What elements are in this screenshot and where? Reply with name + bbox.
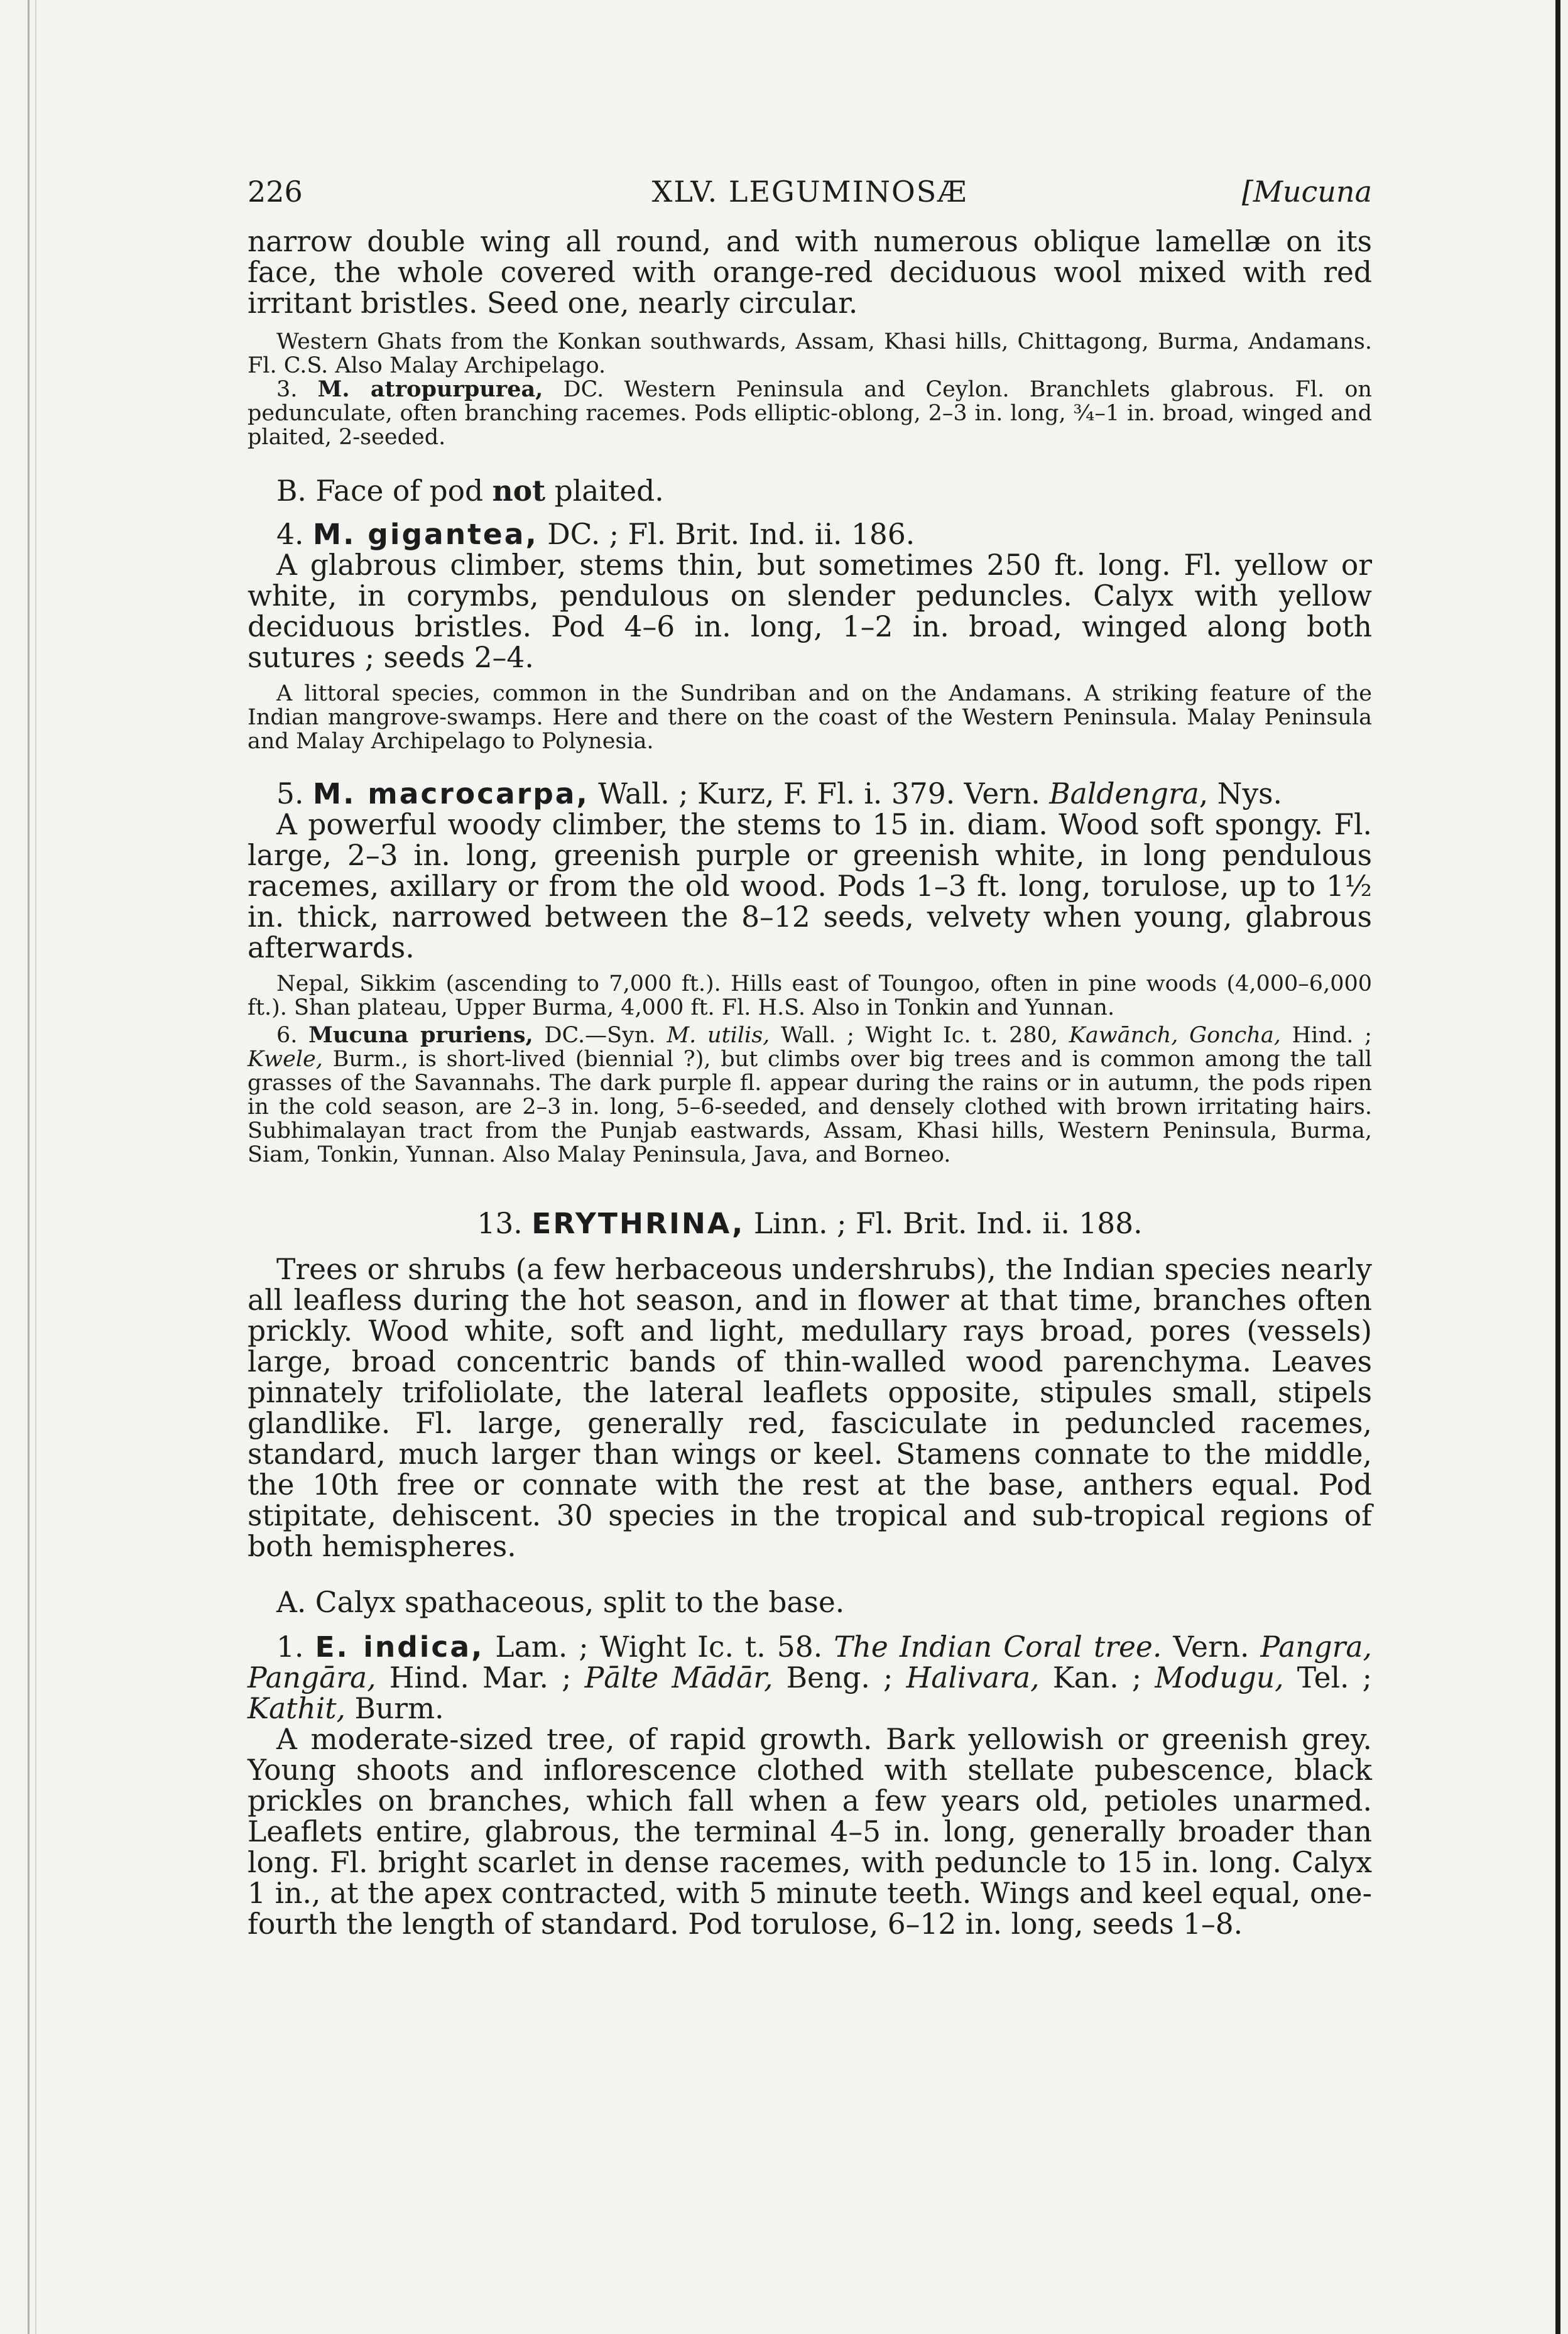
species-5-note: Nepal, Sikkim (ascending to 7,000 ft.). Hills east of Toungoo, often in pine woods (4,000–6,000 ft.). Shan plateau, Upper Burma, 4,000 ft. Fl. H.S. Also in Tonkin and Yunnan. [248,971,1372,1020]
species-5-description: A powerful woody climber, the stems to 15 in. diam. Wood soft spongy. Fl. large, 2–3 in. long, greenish purple or greenish white, in long pendulous racemes, axillary or from the old wood. Pods 1–3 ft. long, torulose, up to 1½ in. thick, narrowed between the 8–12 seeds, velvety when young, glabrous afterwards. [248,808,1372,964]
scan-edge-left [28,0,30,2334]
species-e1-ref: Lam. ; Wight Ic. t. 58. [495,1630,823,1664]
species-e1-mar-label: Mar. ; [482,1661,572,1694]
species-3-number: 3. [276,377,298,402]
species-e1-number: 1. [276,1630,304,1664]
species-e1-vern-hindi: Pangra, Pangāra, [248,1630,1372,1694]
species-4-note: A littoral species, common in the Sundriban and on the Andamans. A striking feature of the Indian mangrove-swamps. Here and there on the coast of the Western Peninsula. Malay Peninsula and Malay Archipelago to Polynesia. [248,681,1372,754]
species-e1-vern-kannada: Halivara, [906,1661,1040,1694]
species-3-entry [248,378,1372,449]
species-4-heading [248,519,1372,550]
species-5-vernacular: Baldengra [1049,777,1199,810]
species-e1-burm-label: Burm. [354,1692,444,1725]
species-5-ref: Wall. ; Kurz, F. Fl. i. 379. Vern. [598,777,1040,810]
section-b-bold: not [492,474,546,508]
species-e1-beng-label: Beng. ; [786,1661,893,1694]
page-title: XLV. LEGUMINOSÆ [651,175,968,209]
species-6-syn-name: M. utilis, [667,1023,770,1048]
species-5-ref-tail: , Nys. [1199,777,1282,810]
species-e1-description: A moderate-sized tree, of rapid growth. Bark yellowish or greenish grey. Young shoots and inflorescence clothed with stellate pubescence, black prickles on branches, which fall when a few years old, petioles unarmed. Leaflets entire, glabrous, the terminal 4–5 in. long, generally broader than long. Fl. bright scarlet in dense racemes, with peduncle to 15 in. long. Calyx 1 in., at the apex contracted, with 5 minute teeth. Wings and keel equal, one-fourth the length of standard. Pod torulose, 6–12 in. long, seeds 1–8. [248,1723,1372,1941]
genus-13-heading [248,1207,1372,1240]
genus-13-description: Trees or shrubs (a few herbaceous undershrubs), the Indian species nearly all leafless during the hot season, and in flower at that time, branches often prickly. Wood white, soft and light, medullary rays broad, pores (vessels) large, broad concentric bands of thin-walled wood parenchyma. Leaves pinnately trifoliolate, the lateral leaflets opposite, stipules small, stipels glandlike. Fl. large, generally red, fasciculate in peduncled racemes, standard, much larger than wings or keel. Stamens connate to the middle, the 10th free or connate with the rest at the base, anthers equal. Pod stipitate, dehiscent. 30 species in the tropical and sub-tropical regions of both hemispheres. [248,1253,1372,1563]
species-e1-common-name: The Indian Coral tree. [834,1630,1162,1664]
species-4-ref: DC. ; Fl. Brit. Ind. ii. 186. [547,518,915,551]
page-number: 226 [248,175,303,209]
species-e1-tel-label: Tel. ; [1297,1661,1373,1694]
genus-13-ref: Linn. ; Fl. Brit. Ind. ii. 188. [753,1207,1143,1240]
book-page [248,175,1372,1939]
species-4-number: 4. [276,518,304,551]
species-4-name: M. gigantea, [312,518,538,551]
species-6-vernacular-hindi: Kawānch, Goncha, [1069,1023,1281,1048]
species-e1-kan-label: Kan. ; [1052,1661,1142,1694]
species-e1-hind-label: Hind. [389,1661,469,1694]
species-5-number: 5. [276,777,304,810]
species-6-name: Mucuna pruriens, [308,1022,533,1048]
species-6-hind-label: Hind. ; [1292,1023,1372,1048]
species-6-entry [248,1023,1372,1167]
species-3-name: M. atropurpurea, [317,376,543,402]
species-6-syn: DC.—Syn. [544,1023,656,1048]
species-6-vernacular-burmese: Kwele, [248,1047,323,1072]
section-b-heading [248,476,1372,506]
scan-edge-left-inner [35,0,36,2334]
species-e1-name: E. indica, [315,1630,484,1664]
running-head-genus: [Mucuna [1241,175,1372,209]
species-5-heading [248,778,1372,809]
genus-13-number: 13. [477,1207,523,1240]
section-b-tail: plaited. [554,474,664,508]
species-6-number: 6. [276,1023,298,1048]
species-6-syn-ref: Wall. ; Wight Ic. t. 280, [781,1023,1059,1048]
species-e1-vern-burmese: Kathit, [248,1692,346,1725]
species-5-name: M. macrocarpa, [312,777,589,810]
species-e1-vern-telugu: Modugu, [1155,1661,1284,1694]
species-e1-heading [248,1632,1372,1724]
distribution-note: Western Ghats from the Konkan southwards, Assam, Khasi hills, Chittagong, Burma, Andamans. Fl. C.S. Also Malay Archipelago. [248,329,1372,378]
species-e1-vern-bengali: Pālte Mādār, [584,1661,773,1694]
scan-edge-right [1555,0,1560,2334]
species-e1-vern-label: Vern. [1173,1630,1250,1664]
species-3-text: DC. Western Peninsula and Ceylon. Branchlets glabrous. Fl. on pedunculate, often branching racemes. Pods elliptic-oblong, 2–3 in. long, ¾–1 in. broad, winged and plaited, 2-seeded. [248,377,1372,450]
section-b-lead: B. Face of pod [276,474,484,508]
running-header [248,175,1372,219]
species-4-description: A glabrous climber, stems thin, but sometimes 250 ft. long. Fl. yellow or white, in corymbs, pendulous on slender peduncles. Calyx with yellow deciduous bristles. Pod 4–6 in. long, 1–2 in. broad, winged along both sutures ; seeds 2–4. [248,548,1372,674]
section-a-heading: A. Calyx spathaceous, split to the base. [276,1586,845,1619]
continued-paragraph: narrow double wing all round, and with numerous oblique lamellæ on its face, the whole covered with orange-red deciduous wool mixed with red irritant bristles. Seed one, nearly circular. [248,225,1372,320]
genus-13-name: ERYTHRINA, [531,1207,745,1240]
species-6-text: Burm., is short-lived (biennial ?), but climbs over big trees and is common among the tall grasses of the Savannahs. The dark purple fl. appear during the rains or in autumn, the pods ripen in the cold season, are 2–3 in. long, 5–6-seeded, and densely clothed with brown irritating hairs. Subhimalayan tract from the Punjab eastwards, Assam, Khasi hills, Western Peninsula, Burma, Siam, Tonkin, Yunnan. Also Malay Peninsula, Java, and Borneo. [248,1047,1372,1167]
